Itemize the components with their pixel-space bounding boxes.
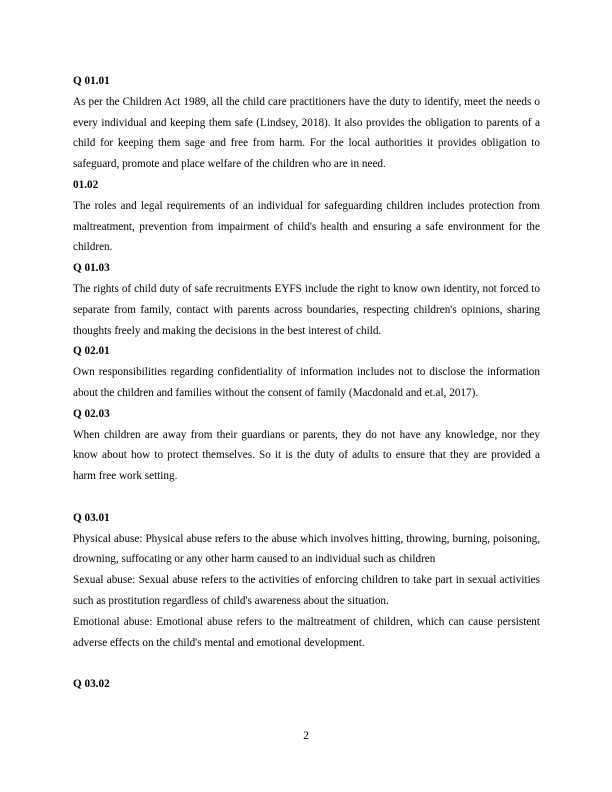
section-heading: Q 01.03 bbox=[73, 262, 110, 275]
page-number: 2 bbox=[303, 730, 309, 742]
section-heading: 01.02 bbox=[73, 178, 99, 191]
section-q0103 bbox=[73, 258, 540, 341]
section-heading: Q 02.03 bbox=[73, 407, 110, 420]
section-paragraph: Own responsibilities regarding confidentiality of information includes not to disclose the information about the children and families without the consent of family (Macdonald and et.al, 2017). bbox=[73, 366, 540, 399]
section-paragraph: The roles and legal requirements of an individual for safeguarding children includes protection from maltreatment, prevention from impairment of child's health and ensuring a safe environment for the children. bbox=[73, 199, 540, 254]
section-heading: Q 03.02 bbox=[73, 678, 110, 691]
section-paragraph: The rights of child duty of safe recruitments EYFS include the right to know own identity, not forced to separate from family, contact with parents across boundaries, respecting children's opinions, sharing thoughts freely and making the decisions in the best interest of child. bbox=[73, 282, 540, 337]
section-q0302 bbox=[73, 674, 540, 695]
blank-line bbox=[73, 653, 540, 674]
section-paragraph: As per the Children Act 1989, all the child care practitioners have the duty to identify, meet the needs o every individual and keeping them safe (Lindsey, 2018). It also provides the obligation to parents of a child for keeping them sage and free from harm. For the local authorities it provides obligation to safeguard, promote and place welfare of the children who are in need. bbox=[73, 95, 540, 171]
section-q0101 bbox=[73, 71, 540, 175]
section-0102 bbox=[73, 175, 540, 258]
section-heading: Q 02.01 bbox=[73, 345, 110, 358]
emotional-abuse-paragraph: Emotional abuse: Emotional abuse refers to the maltreatment of children, which can cause persistent adverse effects on the child's mental and emotional development. bbox=[73, 615, 540, 649]
section-heading: Q 01.01 bbox=[73, 75, 110, 87]
section-paragraph: When children are away from their guardians or parents, they do not have any knowledge, nor they know about how to protect themselves. So it is the duty of adults to ensure that they are provided a harm free work setting. bbox=[73, 428, 540, 483]
section-q0201 bbox=[73, 341, 540, 403]
blank-line bbox=[73, 487, 540, 508]
section-heading: Q 03.01 bbox=[73, 511, 110, 524]
physical-abuse-paragraph: Physical abuse: Physical abuse refers to the abuse which involves hitting, throwing, burning, poisoning, drowning, suffocating or any other harm caused to an individual such as children bbox=[73, 532, 540, 566]
section-q0203 bbox=[73, 404, 540, 487]
sexual-abuse-paragraph: Sexual abuse: Sexual abuse refers to the activities of enforcing children to take part in sexual activities such as prostitution regardless of child's awareness about the situation. bbox=[73, 574, 540, 607]
document-body bbox=[73, 71, 540, 695]
section-q0301 bbox=[73, 508, 540, 654]
